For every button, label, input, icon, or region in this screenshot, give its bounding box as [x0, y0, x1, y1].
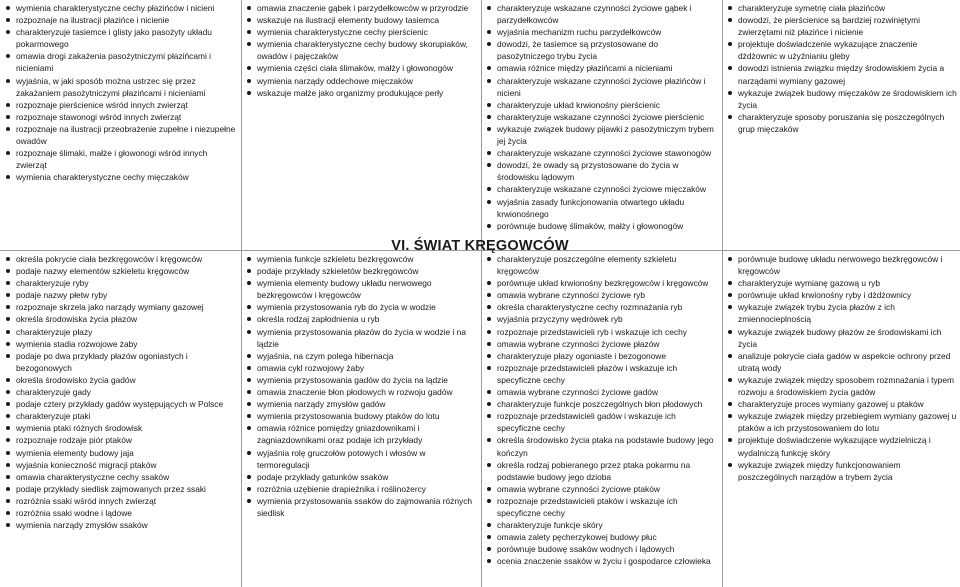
list-item: charakteryzuje płazy ogoniaste i bezogonowe [485, 350, 717, 362]
list-item: wymienia ptaki różnych środowisk [4, 422, 236, 434]
list-item: wymienia przystosowania budowy ptaków do lotu [245, 410, 477, 422]
list-item: analizuje pokrycie ciała gadów w aspekcie ochrony przed utratą wody [726, 350, 958, 374]
list-item: charakteryzuje sposoby poruszania się poszczególnych grup mięczaków [726, 111, 958, 135]
list-item: wymienia elementy budowy jaja [4, 447, 236, 459]
list-item: wyjaśnia konieczność migracji ptaków [4, 459, 236, 471]
list-item: podaje przykłady siedlisk zajmowanych przez ssaki [4, 483, 236, 495]
list-item: charakteryzuje układ krwionośny pierścienic [485, 99, 717, 111]
top-col-3 [485, 2, 717, 236]
list-item: wymienia przystosowania ryb do życia w wodzie [245, 301, 477, 313]
list-item: omawia wybrane czynności życiowe ryb [485, 289, 717, 301]
requirements-list [485, 253, 717, 567]
list-item: wykazuje związek trybu życia płazów z ich zmiennocieplnością [726, 301, 958, 325]
list-item: charakteryzuje funkcje poszczególnych błon płodowych [485, 398, 717, 410]
list-item: wymienia elementy budowy układu nerwowego bezkręgowców i kręgowców [245, 277, 477, 301]
list-item: podaje przykłady gatunków ssaków [245, 471, 477, 483]
requirements-list [726, 253, 958, 483]
list-item: projektuje doświadczenie wykazujące znaczenie dżdżownic w użyźnianiu gleby [726, 38, 958, 62]
list-item: określa rodzaj pobieranego przez ptaka pokarmu na podstawie budowy jego dzioba [485, 459, 717, 483]
list-item: charakteryzuje wskazane czynności życiowe stawonogów [485, 147, 717, 159]
list-item: charakteryzuje płazy [4, 326, 236, 338]
list-item: wymienia przystosowania ssaków do zajmowania różnych siedlisk [245, 495, 477, 519]
list-item: rozpoznaje przedstawicieli ptaków i wskazuje ich specyficzne cechy [485, 495, 717, 519]
list-item: charakteryzuje wymianę gazową u ryb [726, 277, 958, 289]
list-item: wymienia charakterystyczne cechy płazińców i nicieni [4, 2, 236, 14]
list-item: wymienia części ciała ślimaków, małży i głowonogów [245, 62, 477, 74]
top-col-2 [245, 2, 477, 234]
list-item: podaje nazwy elementów szkieletu kręgowców [4, 265, 236, 277]
column-divider [722, 0, 723, 587]
column-divider [481, 0, 482, 587]
list-item: charakteryzuje wskazane czynności życiowe gąbek i parzydełkowców [485, 2, 717, 26]
requirements-list [485, 2, 717, 232]
list-item: wskazuje na ilustracji elementy budowy tasiemca [245, 14, 477, 26]
list-item: dowodzi, że tasiemce są przystosowane do pasożytniczego trybu życia [485, 38, 717, 62]
list-item: wykazuje związek budowy mięczaków ze środowiskiem ich życia [726, 87, 958, 111]
bottom-col-4 [726, 253, 958, 585]
list-item: omawia wybrane czynności życiowe płazów [485, 338, 717, 350]
requirements-list [245, 253, 477, 519]
bottom-col-2 [245, 253, 477, 585]
list-item: omawia znaczenie błon płodowych w rozwoju gadów [245, 386, 477, 398]
list-item: rozpoznaje przedstawicieli gadów i wskazuje ich specyficzne cechy [485, 410, 717, 434]
list-item: omawia różnice pomiędzy gniazdownikami i zagniazdownikami oraz podaje ich przykłady [245, 422, 477, 446]
list-item: rozpoznaje skrzela jako narządy wymiany gazowej [4, 301, 236, 313]
list-item: omawia drogi zakażenia pasożytniczymi płazińcami i nicieniami [4, 50, 236, 74]
list-item: charakteryzuje wskazane czynności życiowe mięczaków [485, 183, 717, 195]
list-item: wymienia charakterystyczne cechy budowy skorupiaków, owadów i pajęczaków [245, 38, 477, 62]
list-item: dowodzi istnienia związku między środowiskiem życia a narządami wymiany gazowej [726, 62, 958, 86]
list-item: podaje po dwa przykłady płazów ogoniastych i bezogonowych [4, 350, 236, 374]
list-item: określa środowiska życia płazów [4, 313, 236, 325]
list-item: charakteryzuje wskazane czynności życiowe pierścienic [485, 111, 717, 123]
bottom-col-3 [485, 253, 717, 585]
list-item: wyjaśnia, na czym polega hibernacja [245, 350, 477, 362]
list-item: wykazuje związek między sposobem rozmnażania i typem rozwoju a środowiskiem życia gadów [726, 374, 958, 398]
top-col-1 [4, 2, 236, 248]
list-item: rozpoznaje stawonogi wśród innych zwierząt [4, 111, 236, 123]
list-item: omawia cykl rozwojowy żaby [245, 362, 477, 374]
list-item: rozpoznaje ślimaki, małże i głowonogi wśród innych zwierząt [4, 147, 236, 171]
list-item: omawia charakterystyczne cechy ssaków [4, 471, 236, 483]
list-item: rozpoznaje przedstawicieli płazów i wskazuje ich specyficzne cechy [485, 362, 717, 386]
column-divider [241, 0, 242, 587]
list-item: określa środowisko życia gadów [4, 374, 236, 386]
requirements-list [245, 2, 477, 99]
list-item: wymienia charakterystyczne cechy mięczaków [4, 171, 236, 183]
list-item: wymienia stadia rozwojowe żaby [4, 338, 236, 350]
list-item: rozpoznaje przedstawicieli ryb i wskazuje ich cechy [485, 326, 717, 338]
list-item: charakteryzuje tasiemce i glisty jako pasożyty układu pokarmowego [4, 26, 236, 50]
list-item: wykazuje związek między funkcjonowaniem poszczególnych narządów a trybem życia [726, 459, 958, 483]
list-item: charakteryzuje symetrię ciała płazińców [726, 2, 958, 14]
list-item: projektuje doświadczenie wykazujące wydzielniczą i wydalniczą funkcję skóry [726, 434, 958, 458]
list-item: porównuje budowę ślimaków, małży i głowonogów [485, 220, 717, 232]
list-item: rozpoznaje rodzaje piór ptaków [4, 434, 236, 446]
section-title: VI. ŚWIAT KRĘGOWCÓW [391, 238, 569, 254]
list-item: ocenia znaczenie ssaków w życiu i gospodarce człowieka [485, 555, 717, 567]
list-item: porównuje układ krwionośny ryby i dżdżownicy [726, 289, 958, 301]
list-item: rozróżnia ssaki wodne i lądowe [4, 507, 236, 519]
list-item: wyjaśnia mechanizm ruchu parzydełkowców [485, 26, 717, 38]
list-item: wymienia przystosowania gadów do życia na lądzie [245, 374, 477, 386]
list-item: charakteryzuje ptaki [4, 410, 236, 422]
list-item: wymienia funkcje szkieletu bezkręgowców [245, 253, 477, 265]
list-item: wyjaśnia przyczyny wędrówek ryb [485, 313, 717, 325]
list-item: określa środowisko życia ptaka na podstawie budowy jego kończyn [485, 434, 717, 458]
list-item: omawia znaczenie gąbek i parzydełkowców w przyrodzie [245, 2, 477, 14]
list-item: charakteryzuje gady [4, 386, 236, 398]
list-item: charakteryzuje ryby [4, 277, 236, 289]
list-item: podaje cztery przykłady gadów występujących w Polsce [4, 398, 236, 410]
list-item: charakteryzuje wskazane czynności życiowe płazińców i nicieni [485, 75, 717, 99]
list-item: wymienia narządy zmysłów gadów [245, 398, 477, 410]
list-item: podaje przykłady szkieletów bezkręgowców [245, 265, 477, 277]
list-item: wskazuje małże jako organizmy produkujące perły [245, 87, 477, 99]
list-item: omawia zalety pęcherzykowej budowy płuc [485, 531, 717, 543]
list-item: wymienia przystosowania płazów do życia w wodzie i na lądzie [245, 326, 477, 350]
list-item: charakteryzuje proces wymiany gazowej u ptaków [726, 398, 958, 410]
list-item: wyjaśnia rolę gruczołów potowych i włosów w termoregulacji [245, 447, 477, 471]
list-item: wymienia narządy oddechowe mięczaków [245, 75, 477, 87]
list-item: rozpoznaje na ilustracji przeobrażenie zupełne i niezupełne owadów [4, 123, 236, 147]
list-item: wykazuje związek między przebiegiem wymiany gazowej u ptaków a ich przystosowaniem do lotu [726, 410, 958, 434]
list-item: rozróżnia ssaki wśród innych zwierząt [4, 495, 236, 507]
list-item: określa pokrycie ciała bezkręgowców i kręgowców [4, 253, 236, 265]
list-item: porównuje budowę układu nerwowego bezkręgowców i kręgowców [726, 253, 958, 277]
list-item: określa rodzaj zapłodnienia u ryb [245, 313, 477, 325]
list-item: określa charakterystyczne cechy rozmnażania ryb [485, 301, 717, 313]
requirements-list [4, 253, 236, 531]
requirements-list [4, 2, 236, 183]
list-item: wymienia narządy zmysłów ssaków [4, 519, 236, 531]
list-item: podaje nazwy płetw ryby [4, 289, 236, 301]
list-item: wykazuje związek budowy płazów ze środowiskami ich życia [726, 326, 958, 350]
list-item: dowodzi, że pierścienice są bardziej rozwiniętymi zwierzętami niż płazińce i nicienie [726, 14, 958, 38]
list-item: omawia różnice między płazińcami a nicieniami [485, 62, 717, 74]
list-item: porównuje układ krwionośny bezkręgowców i kręgowców [485, 277, 717, 289]
list-item: wykazuje związek budowy pijawki z pasożytniczym trybem jej życia [485, 123, 717, 147]
list-item: omawia wybrane czynności życiowe ptaków [485, 483, 717, 495]
top-col-4 [726, 2, 958, 234]
list-item: charakteryzuje funkcje skóry [485, 519, 717, 531]
requirements-list [726, 2, 958, 135]
list-item: dowodzi, że owady są przystosowane do życia w środowisku lądowym [485, 159, 717, 183]
list-item: omawia wybrane czynności życiowe gadów [485, 386, 717, 398]
list-item: wymienia charakterystyczne cechy pierścienic [245, 26, 477, 38]
list-item: porównuje budowę ssaków wodnych i lądowych [485, 543, 717, 555]
list-item: wyjaśnia, w jaki sposób można ustrzec się przez zakażaniem pasożytniczymi płazińcami i nicieniami [4, 75, 236, 99]
list-item: charakteryzuje poszczególne elementy szkieletu kręgowców [485, 253, 717, 277]
bottom-col-1 [4, 253, 236, 585]
list-item: rozpoznaje na ilustracji płazińce i nicienie [4, 14, 236, 26]
list-item: rozpoznaje pierścienice wśród innych zwierząt [4, 99, 236, 111]
list-item: wyjaśnia zasady funkcjonowania otwartego układu krwionośnego [485, 196, 717, 220]
list-item: rozróżnia uzębienie drapieżnika i roślinożercy [245, 483, 477, 495]
